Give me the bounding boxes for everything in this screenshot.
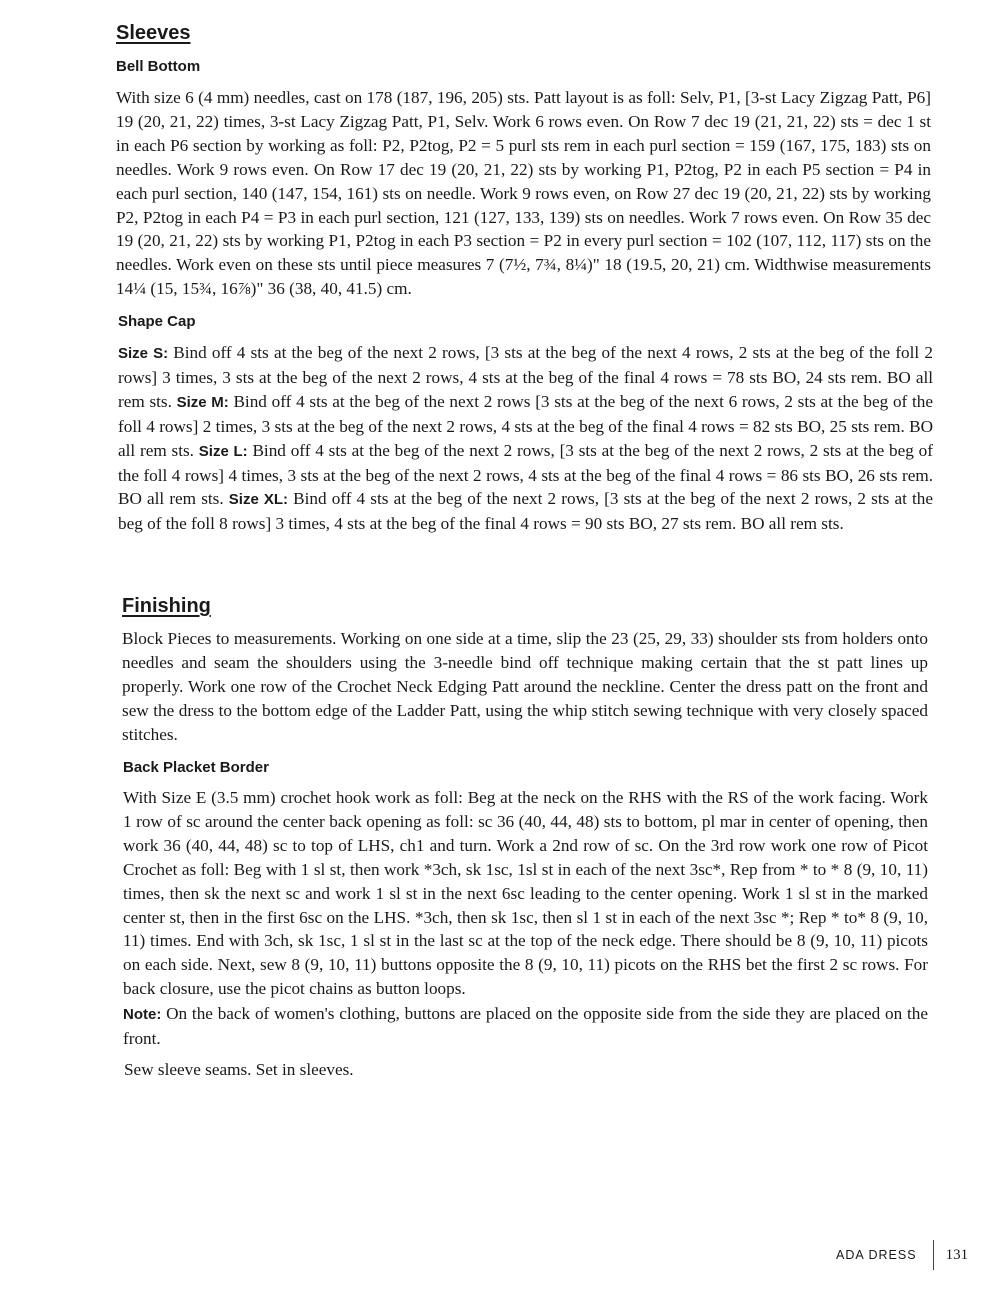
final-instruction: Sew sleeve seams. Set in sleeves. [124, 1060, 354, 1079]
size-s-label: Size S: [118, 345, 169, 362]
note-label: Note: [123, 1006, 162, 1023]
bell-bottom-paragraph: With size 6 (4 mm) needles, cast on 178 (187, 196, 205) sts. Patt layout is as foll: Selv, P1, [3-st Lacy Zigzag Patt, P6] 19 (20, 21, 22) times, 3-st Lacy Zigzag Patt, P1, Selv. Work 6 rows even. On Row 7 dec 19 (21, 21, 22) sts = dec 1 st in each P6 section by working as foll: P2, P2tog, P2 = 5 purl sts rem in each purl section = 159 (167, 175, 183) sts on needles. Work 9 rows even. On Row 17 dec 19 (20, 21, 22) sts by working P1, P2tog, P2 in each P5 section = P4 in each purl section, 140 (147, 154, 161) sts on needle. Work 9 rows even, on Row 27 dec 19 (20, 21, 22) sts by working P2, P2tog in each P4 = P3 in each purl section, 121 (127, 133, 139) sts on needles. Work 7 rows even. On Row 35 dec 19 (20, 21, 22) sts by working P1, P2tog in each P3 section = P2 in every purl section = 102 (107, 112, 117) sts on the needles. Work even on these sts until piece measures 7 (7½, 7¾, 8¼)" 18 (19.5, 20, 21) cm. Widthwise measurements 14¼ (15, 15¾, 16⅞)" 36 (38, 40, 41.5) cm. [116, 88, 931, 299]
page-number: 131 [945, 1246, 969, 1263]
size-m-label: Size M: [176, 393, 229, 411]
finishing-heading: Finishing [122, 595, 211, 617]
size-l-label: Size L: [198, 442, 248, 460]
footer-divider [933, 1240, 934, 1270]
size-s-instructions: Bind off 4 sts at the beg of the next 2 rows, [3 sts at the beg of the next 4 rows, 2 sts at the beg of the foll 2 rows] 3 times, 3 sts at the beg of the next 2 rows, 4 sts at the beg of the final 4 rows = 78 sts BO, 24 sts rem. BO all rem sts. [118, 343, 933, 411]
footer-title: ADA DRESS [836, 1248, 917, 1262]
page-footer [836, 1240, 968, 1270]
note-paragraph [123, 1002, 928, 1051]
sleeves-heading: Sleeves [116, 22, 191, 44]
shape-cap-paragraph [118, 341, 933, 536]
finishing-paragraph: Block Pieces to measurements. Working on one side at a time, slip the 23 (25, 29, 33) shoulder sts from holders onto needles and seam the shoulders using the 3-needle bind off technique making certain that the st patt lines up properly. Work one row of the Crochet Neck Edging Patt around the neckline. Center the dress patt on the front and sew the dress to the bottom edge of the Ladder Patt, using the whip stitch sewing technique with very closely spaced stitches. [122, 629, 928, 744]
back-placket-heading: Back Placket Border [123, 759, 269, 776]
bell-bottom-heading: Bell Bottom [116, 58, 201, 75]
size-xl-label: Size XL: [228, 491, 288, 509]
shape-cap-heading: Shape Cap [118, 313, 196, 330]
size-m-instructions: Bind off 4 sts at the beg of the next 2 rows [3 sts at the beg of the next 6 rows, 2 sts at the beg of the foll 4 rows] 2 times, 3 sts at the beg of the next 2 rows, 4 sts at the beg of the final 4 rows = 82 sts BO, 25 sts rem. BO all rem sts. [118, 391, 933, 460]
size-l-instructions: Bind off 4 sts at the beg of the next 2 rows, [3 sts at the beg of the next 2 rows, 2 sts at the beg of the foll 4 rows] 4 times, 3 sts at the beg of the next 2 rows, 4 sts at the beg of the final 4 rows = 86 sts BO, 26 sts rem. BO all rem sts. [118, 440, 933, 509]
size-xl-instructions: Bind off 4 sts at the beg of the next 2 rows, [3 sts at the beg of the next 2 rows, 2 sts at the beg of the foll 8 rows] 3 times, 4 sts at the beg of the final 4 rows = 90 sts BO, 27 sts rem. BO all rem sts. [118, 489, 933, 534]
back-placket-paragraph: With Size E (3.5 mm) crochet hook work as foll: Beg at the neck on the RHS with the RS of the work facing. Work 1 row of sc around the center back opening as foll: sc 36 (40, 44, 48) sts to bottom, pl mar in center of opening, then work 36 (40, 44, 48) sc to top of LHS, ch1 and turn. Work a 2nd row of sc. On the 3rd row work one row of Picot Crochet as foll: Beg with 1 sl st, then work *3ch, sk 1sc, 1sl st in each of the next 3sc*, Rep from * to * 8 (9, 10, 11) times, then sk the next sc and work 1 sl st in the next 6sc leading to the center opening. Work 1 sl st in the marked center st, then in the first 6sc on the LHS. *3ch, then sk 1sc, then sl 1 st in each of the next 3sc *; Rep * to* 8 (9, 10, 11) times. End with 3ch, sk 1sc, 1 sl st in the last sc at the top of the neck edge. There should be 8 (9, 10, 11) picots on each side. Next, sew 8 (9, 10, 11) buttons opposite the 8 (9, 10, 11) picots on the RHS bet the first 2 sc rows. For back closure, use the picot chains as button loops. [123, 788, 928, 999]
note-text: On the back of women's clothing, buttons are placed on the opposite side from the side they are placed on the front. [123, 1004, 928, 1048]
